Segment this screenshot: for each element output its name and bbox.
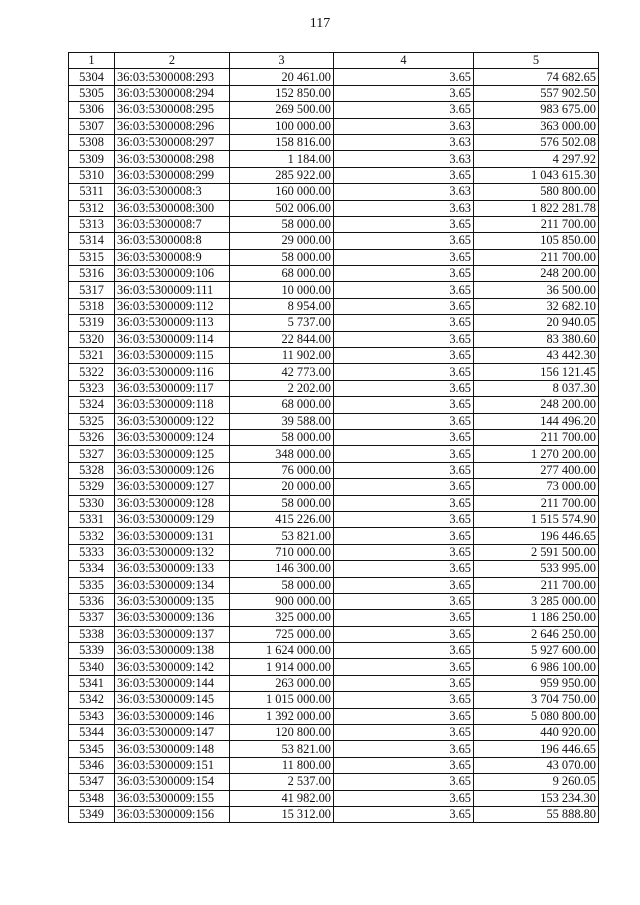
total-value: 83 380.60 <box>474 331 599 347</box>
area-value: 11 800.00 <box>230 757 334 773</box>
rate-value: 3.63 <box>334 184 474 200</box>
area-value: 20 000.00 <box>230 479 334 495</box>
row-number: 5317 <box>69 282 115 298</box>
row-number: 5344 <box>69 725 115 741</box>
row-number: 5324 <box>69 397 115 413</box>
table-row <box>69 774 599 790</box>
cadastral-number: 36:03:5300008:294 <box>115 85 230 101</box>
cadastral-number: 36:03:5300009:134 <box>115 577 230 593</box>
total-value: 1 515 574.90 <box>474 511 599 527</box>
rate-value: 3.65 <box>334 462 474 478</box>
total-value: 2 646 250.00 <box>474 626 599 642</box>
rate-value: 3.65 <box>334 495 474 511</box>
area-value: 415 226.00 <box>230 511 334 527</box>
cadastral-number: 36:03:5300009:122 <box>115 413 230 429</box>
area-value: 502 006.00 <box>230 200 334 216</box>
cadastral-number: 36:03:5300009:132 <box>115 544 230 560</box>
area-value: 58 000.00 <box>230 429 334 445</box>
row-number: 5330 <box>69 495 115 511</box>
cadastral-number: 36:03:5300009:128 <box>115 495 230 511</box>
area-value: 100 000.00 <box>230 118 334 134</box>
row-number: 5339 <box>69 643 115 659</box>
total-value: 5 927 600.00 <box>474 643 599 659</box>
area-value: 158 816.00 <box>230 134 334 150</box>
rate-value: 3.65 <box>334 561 474 577</box>
total-value: 211 700.00 <box>474 495 599 511</box>
rate-value: 3.65 <box>334 675 474 691</box>
table-row <box>69 348 599 364</box>
table-row <box>69 298 599 314</box>
table-row <box>69 806 599 822</box>
table-row <box>69 528 599 544</box>
cadastral-number: 36:03:5300008:300 <box>115 200 230 216</box>
cadastral-number: 36:03:5300009:154 <box>115 774 230 790</box>
rate-value: 3.65 <box>334 577 474 593</box>
row-number: 5304 <box>69 69 115 85</box>
area-value: 710 000.00 <box>230 544 334 560</box>
area-value: 285 922.00 <box>230 167 334 183</box>
area-value: 11 902.00 <box>230 348 334 364</box>
table-row <box>69 446 599 462</box>
rate-value: 3.65 <box>334 806 474 822</box>
total-value: 1 822 281.78 <box>474 200 599 216</box>
total-value: 153 234.30 <box>474 790 599 806</box>
table-row <box>69 725 599 741</box>
row-number: 5309 <box>69 151 115 167</box>
rate-value: 3.65 <box>334 298 474 314</box>
total-value: 576 502.08 <box>474 134 599 150</box>
table-row <box>69 741 599 757</box>
area-value: 1 184.00 <box>230 151 334 167</box>
table-row <box>69 331 599 347</box>
row-number: 5305 <box>69 85 115 101</box>
rate-value: 3.65 <box>334 69 474 85</box>
row-number: 5328 <box>69 462 115 478</box>
cadastral-number: 36:03:5300009:118 <box>115 397 230 413</box>
area-value: 76 000.00 <box>230 462 334 478</box>
rate-value: 3.65 <box>334 774 474 790</box>
cadastral-number: 36:03:5300009:144 <box>115 675 230 691</box>
area-value: 152 850.00 <box>230 85 334 101</box>
total-value: 211 700.00 <box>474 249 599 265</box>
area-value: 8 954.00 <box>230 298 334 314</box>
total-value: 959 950.00 <box>474 675 599 691</box>
table-row <box>69 626 599 642</box>
row-number: 5323 <box>69 380 115 396</box>
area-value: 1 392 000.00 <box>230 708 334 724</box>
table-row <box>69 561 599 577</box>
row-number: 5322 <box>69 364 115 380</box>
row-number: 5313 <box>69 216 115 232</box>
cadastral-number: 36:03:5300009:156 <box>115 806 230 822</box>
row-number: 5321 <box>69 348 115 364</box>
table-row <box>69 610 599 626</box>
rate-value: 3.65 <box>334 249 474 265</box>
rate-value: 3.65 <box>334 315 474 331</box>
cadastral-number: 36:03:5300009:117 <box>115 380 230 396</box>
table-row <box>69 462 599 478</box>
cadastral-number: 36:03:5300009:127 <box>115 479 230 495</box>
rate-value: 3.65 <box>334 364 474 380</box>
total-value: 8 037.30 <box>474 380 599 396</box>
rate-value: 3.65 <box>334 544 474 560</box>
total-value: 20 940.05 <box>474 315 599 331</box>
rate-value: 3.65 <box>334 413 474 429</box>
area-value: 22 844.00 <box>230 331 334 347</box>
rate-value: 3.65 <box>334 85 474 101</box>
area-value: 269 500.00 <box>230 102 334 118</box>
table-row <box>69 134 599 150</box>
cadastral-number: 36:03:5300009:114 <box>115 331 230 347</box>
row-number: 5337 <box>69 610 115 626</box>
cadastral-number: 36:03:5300008:8 <box>115 233 230 249</box>
area-value: 53 821.00 <box>230 741 334 757</box>
area-value: 263 000.00 <box>230 675 334 691</box>
cadastral-number: 36:03:5300009:146 <box>115 708 230 724</box>
area-value: 1 624 000.00 <box>230 643 334 659</box>
area-value: 58 000.00 <box>230 495 334 511</box>
area-value: 29 000.00 <box>230 233 334 249</box>
table-row <box>69 102 599 118</box>
total-value: 248 200.00 <box>474 266 599 282</box>
table-row <box>69 233 599 249</box>
row-number: 5331 <box>69 511 115 527</box>
row-number: 5307 <box>69 118 115 134</box>
rate-value: 3.63 <box>334 134 474 150</box>
rate-value: 3.65 <box>334 757 474 773</box>
table-row <box>69 544 599 560</box>
table-row <box>69 200 599 216</box>
row-number: 5345 <box>69 741 115 757</box>
rate-value: 3.65 <box>334 790 474 806</box>
total-value: 43 442.30 <box>474 348 599 364</box>
rate-value: 3.65 <box>334 348 474 364</box>
table-row <box>69 643 599 659</box>
table-row <box>69 429 599 445</box>
total-value: 211 700.00 <box>474 429 599 445</box>
rate-value: 3.63 <box>334 118 474 134</box>
rate-value: 3.65 <box>334 692 474 708</box>
table-row <box>69 282 599 298</box>
row-number: 5348 <box>69 790 115 806</box>
row-number: 5318 <box>69 298 115 314</box>
table-row <box>69 757 599 773</box>
column-header: 4 <box>334 53 474 69</box>
area-value: 146 300.00 <box>230 561 334 577</box>
area-value: 120 800.00 <box>230 725 334 741</box>
row-number: 5340 <box>69 659 115 675</box>
cadastral-number: 36:03:5300008:296 <box>115 118 230 134</box>
cadastral-number: 36:03:5300009:137 <box>115 626 230 642</box>
row-number: 5315 <box>69 249 115 265</box>
row-number: 5312 <box>69 200 115 216</box>
rate-value: 3.65 <box>334 446 474 462</box>
total-value: 1 270 200.00 <box>474 446 599 462</box>
row-number: 5333 <box>69 544 115 560</box>
table-row <box>69 495 599 511</box>
table-row <box>69 413 599 429</box>
total-value: 440 920.00 <box>474 725 599 741</box>
table-row <box>69 266 599 282</box>
total-value: 55 888.80 <box>474 806 599 822</box>
area-value: 160 000.00 <box>230 184 334 200</box>
cadastral-number: 36:03:5300009:145 <box>115 692 230 708</box>
cadastral-number: 36:03:5300009:133 <box>115 561 230 577</box>
rate-value: 3.65 <box>334 610 474 626</box>
area-value: 20 461.00 <box>230 69 334 85</box>
total-value: 211 700.00 <box>474 577 599 593</box>
cadastral-number: 36:03:5300009:151 <box>115 757 230 773</box>
total-value: 105 850.00 <box>474 233 599 249</box>
rate-value: 3.65 <box>334 659 474 675</box>
cadastral-number: 36:03:5300008:298 <box>115 151 230 167</box>
area-value: 68 000.00 <box>230 397 334 413</box>
cadastral-number: 36:03:5300009:106 <box>115 266 230 282</box>
table-row <box>69 692 599 708</box>
total-value: 5 080 800.00 <box>474 708 599 724</box>
area-value: 41 982.00 <box>230 790 334 806</box>
area-value: 348 000.00 <box>230 446 334 462</box>
data-table <box>68 52 599 823</box>
table-row <box>69 184 599 200</box>
cadastral-number: 36:03:5300009:155 <box>115 790 230 806</box>
total-value: 211 700.00 <box>474 216 599 232</box>
area-value: 53 821.00 <box>230 528 334 544</box>
rate-value: 3.65 <box>334 380 474 396</box>
total-value: 196 446.65 <box>474 528 599 544</box>
cadastral-number: 36:03:5300008:299 <box>115 167 230 183</box>
row-number: 5327 <box>69 446 115 462</box>
rate-value: 3.65 <box>334 233 474 249</box>
table-row <box>69 659 599 675</box>
row-number: 5319 <box>69 315 115 331</box>
area-value: 325 000.00 <box>230 610 334 626</box>
rate-value: 3.65 <box>334 528 474 544</box>
total-value: 36 500.00 <box>474 282 599 298</box>
rate-value: 3.65 <box>334 725 474 741</box>
total-value: 73 000.00 <box>474 479 599 495</box>
area-value: 725 000.00 <box>230 626 334 642</box>
total-value: 144 496.20 <box>474 413 599 429</box>
total-value: 983 675.00 <box>474 102 599 118</box>
table-body <box>69 69 599 823</box>
total-value: 557 902.50 <box>474 85 599 101</box>
cadastral-number: 36:03:5300009:116 <box>115 364 230 380</box>
area-value: 2 537.00 <box>230 774 334 790</box>
total-value: 277 400.00 <box>474 462 599 478</box>
row-number: 5334 <box>69 561 115 577</box>
row-number: 5311 <box>69 184 115 200</box>
row-number: 5335 <box>69 577 115 593</box>
table-row <box>69 85 599 101</box>
area-value: 1 015 000.00 <box>230 692 334 708</box>
total-value: 74 682.65 <box>474 69 599 85</box>
cadastral-number: 36:03:5300009:115 <box>115 348 230 364</box>
total-value: 363 000.00 <box>474 118 599 134</box>
total-value: 580 800.00 <box>474 184 599 200</box>
cadastral-number: 36:03:5300009:111 <box>115 282 230 298</box>
area-value: 2 202.00 <box>230 380 334 396</box>
column-header: 2 <box>115 53 230 69</box>
cadastral-number: 36:03:5300009:142 <box>115 659 230 675</box>
table-row <box>69 315 599 331</box>
cadastral-number: 36:03:5300008:7 <box>115 216 230 232</box>
total-value: 2 591 500.00 <box>474 544 599 560</box>
table-row <box>69 790 599 806</box>
rate-value: 3.65 <box>334 643 474 659</box>
table-row <box>69 167 599 183</box>
page-number: 117 <box>309 16 331 31</box>
rate-value: 3.65 <box>334 102 474 118</box>
total-value: 248 200.00 <box>474 397 599 413</box>
rate-value: 3.65 <box>334 479 474 495</box>
rate-value: 3.65 <box>334 331 474 347</box>
cadastral-number: 36:03:5300008:9 <box>115 249 230 265</box>
total-value: 196 446.65 <box>474 741 599 757</box>
table-row <box>69 593 599 609</box>
area-value: 39 588.00 <box>230 413 334 429</box>
row-number: 5308 <box>69 134 115 150</box>
cadastral-number: 36:03:5300009:138 <box>115 643 230 659</box>
table-row <box>69 364 599 380</box>
cadastral-number: 36:03:5300008:293 <box>115 69 230 85</box>
column-header: 3 <box>230 53 334 69</box>
total-value: 32 682.10 <box>474 298 599 314</box>
area-value: 68 000.00 <box>230 266 334 282</box>
table-row <box>69 151 599 167</box>
cadastral-number: 36:03:5300009:113 <box>115 315 230 331</box>
rate-value: 3.65 <box>334 626 474 642</box>
row-number: 5329 <box>69 479 115 495</box>
row-number: 5343 <box>69 708 115 724</box>
header-row <box>69 53 599 69</box>
cadastral-number: 36:03:5300009:125 <box>115 446 230 462</box>
cadastral-number: 36:03:5300009:112 <box>115 298 230 314</box>
area-value: 42 773.00 <box>230 364 334 380</box>
table-row <box>69 577 599 593</box>
rate-value: 3.65 <box>334 741 474 757</box>
area-value: 15 312.00 <box>230 806 334 822</box>
row-number: 5336 <box>69 593 115 609</box>
table-row <box>69 675 599 691</box>
rate-value: 3.65 <box>334 593 474 609</box>
table-row <box>69 708 599 724</box>
table-row <box>69 69 599 85</box>
area-value: 58 000.00 <box>230 249 334 265</box>
row-number: 5347 <box>69 774 115 790</box>
cadastral-number: 36:03:5300009:135 <box>115 593 230 609</box>
rate-value: 3.63 <box>334 200 474 216</box>
rate-value: 3.65 <box>334 429 474 445</box>
row-number: 5342 <box>69 692 115 708</box>
area-value: 58 000.00 <box>230 577 334 593</box>
cadastral-number: 36:03:5300009:124 <box>115 429 230 445</box>
row-number: 5332 <box>69 528 115 544</box>
table-row <box>69 397 599 413</box>
cadastral-number: 36:03:5300009:131 <box>115 528 230 544</box>
total-value: 3 285 000.00 <box>474 593 599 609</box>
column-header: 5 <box>474 53 599 69</box>
area-value: 58 000.00 <box>230 216 334 232</box>
rate-value: 3.65 <box>334 397 474 413</box>
table-row <box>69 479 599 495</box>
rate-value: 3.65 <box>334 282 474 298</box>
row-number: 5320 <box>69 331 115 347</box>
cadastral-number: 36:03:5300009:126 <box>115 462 230 478</box>
area-value: 1 914 000.00 <box>230 659 334 675</box>
row-number: 5306 <box>69 102 115 118</box>
cadastral-number: 36:03:5300009:147 <box>115 725 230 741</box>
cadastral-number: 36:03:5300009:136 <box>115 610 230 626</box>
rate-value: 3.65 <box>334 167 474 183</box>
total-value: 4 297.92 <box>474 151 599 167</box>
cadastral-number: 36:03:5300008:3 <box>115 184 230 200</box>
row-number: 5314 <box>69 233 115 249</box>
column-header: 1 <box>69 53 115 69</box>
row-number: 5346 <box>69 757 115 773</box>
total-value: 6 986 100.00 <box>474 659 599 675</box>
cadastral-number: 36:03:5300009:148 <box>115 741 230 757</box>
cadastral-number: 36:03:5300008:297 <box>115 134 230 150</box>
row-number: 5338 <box>69 626 115 642</box>
rate-value: 3.65 <box>334 216 474 232</box>
table-row <box>69 249 599 265</box>
area-value: 10 000.00 <box>230 282 334 298</box>
cadastral-number: 36:03:5300009:129 <box>115 511 230 527</box>
cadastral-number: 36:03:5300008:295 <box>115 102 230 118</box>
total-value: 43 070.00 <box>474 757 599 773</box>
total-value: 1 043 615.30 <box>474 167 599 183</box>
row-number: 5326 <box>69 429 115 445</box>
table-row <box>69 380 599 396</box>
rate-value: 3.65 <box>334 511 474 527</box>
table-row <box>69 511 599 527</box>
rate-value: 3.63 <box>334 151 474 167</box>
total-value: 533 995.00 <box>474 561 599 577</box>
table-row <box>69 118 599 134</box>
row-number: 5349 <box>69 806 115 822</box>
table-row <box>69 216 599 232</box>
total-value: 1 186 250.00 <box>474 610 599 626</box>
row-number: 5341 <box>69 675 115 691</box>
rate-value: 3.65 <box>334 708 474 724</box>
rate-value: 3.65 <box>334 266 474 282</box>
row-number: 5325 <box>69 413 115 429</box>
row-number: 5316 <box>69 266 115 282</box>
area-value: 900 000.00 <box>230 593 334 609</box>
row-number: 5310 <box>69 167 115 183</box>
area-value: 5 737.00 <box>230 315 334 331</box>
total-value: 9 260.05 <box>474 774 599 790</box>
total-value: 3 704 750.00 <box>474 692 599 708</box>
total-value: 156 121.45 <box>474 364 599 380</box>
